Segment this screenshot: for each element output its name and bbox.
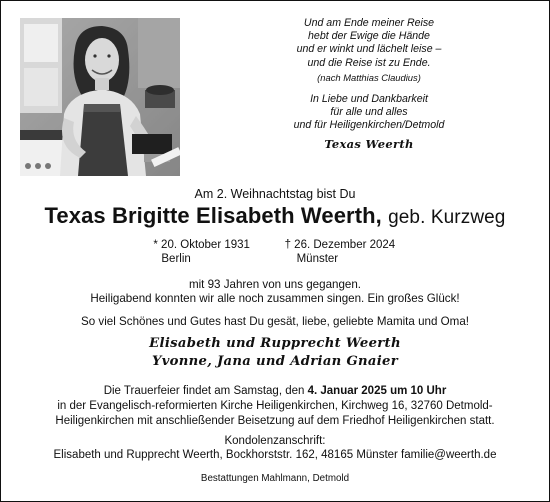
poem-line: und die Reise ist zu Ende.: [307, 56, 431, 69]
life-dates: [1, 239, 549, 266]
condolence-label: Kondolenzanschrift:: [224, 435, 326, 447]
funeral-date: 4. Januar 2025 um 10 Uhr: [307, 385, 447, 397]
mourners-line-1: Elisabeth und Rupprecht Weerth: [149, 336, 401, 351]
birth-place: Berlin: [161, 252, 191, 265]
christmas-text: Heiligabend konnten wir alle noch zusammen singen. Ein großes Glück!: [90, 292, 460, 305]
birth-name: geb. Kurzweg: [388, 207, 506, 228]
portrait-image: [20, 18, 180, 176]
birth-column: [153, 239, 281, 266]
death-place: Münster: [296, 252, 339, 265]
mourners-line-2: Yvonne, Jana und Adrian Gnaier: [152, 354, 398, 369]
poem-block: [219, 17, 519, 151]
intro-text: Am 2. Weihnachtstag bist Du: [194, 187, 356, 201]
condolence-address: Elisabeth und Rupprecht Weerth, Bockhorststr. 162, 48165 Münster familie@weerth.de: [53, 449, 497, 461]
funeral-line-2: in der Evangelisch-reformierten Kirche Heiligenkirchen, Kirchweg 16, 32760 Detmold-: [57, 400, 493, 412]
portrait-photo: [20, 18, 180, 176]
poem-line: Und am Ende meiner Reise: [303, 17, 435, 29]
age-text: mit 93 Jahren von uns gegangen.: [188, 278, 362, 291]
death-column: [285, 239, 397, 266]
poem-line: hebt der Ewige die Hände: [308, 30, 430, 43]
signature: Texas Weerth: [324, 136, 414, 151]
poem-line: und er winkt und lächelt leise –: [296, 43, 442, 56]
funeral-intro: Die Trauerfeier findet am Samstag, den: [103, 385, 308, 397]
birth-date: * 20. Oktober 1931: [153, 239, 250, 251]
funeral-line-1: [1, 384, 549, 399]
undertaker: Bestattungen Mahlmann, Detmold: [200, 473, 350, 484]
farewell-text: So viel Schönes und Gutes hast Du gesät, liebe, geliebte Mamita und Oma!: [81, 315, 469, 328]
dedication-line: In Liebe und Dankbarkeit: [310, 93, 428, 106]
poem-credit: (nach Matthias Claudius): [317, 71, 421, 83]
full-name: Texas Brigitte Elisabeth Weerth,: [44, 203, 382, 228]
death-date: † 26. Dezember 2024: [284, 239, 396, 251]
dedication-line: und für Heiligenkirchen/Detmold: [293, 119, 445, 132]
deceased-name: [1, 203, 549, 229]
dedication-line: für alle und alles: [330, 106, 408, 119]
funeral-line-3: Heiligenkirchen mit anschließender Beisetzung auf dem Friedhof Heiligenkirchen statt.: [55, 415, 495, 427]
